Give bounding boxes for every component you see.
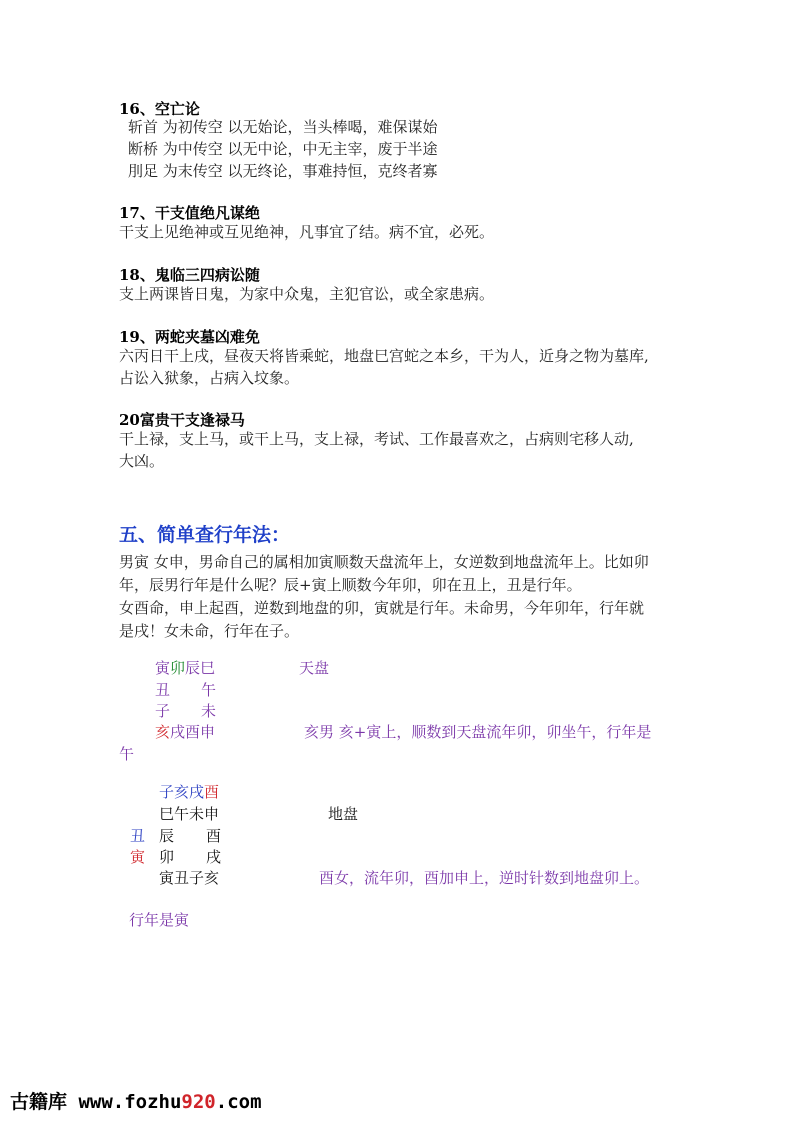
item-17-line-1: 干支上见绝神或互见绝神，凡事宜了结。病不宜，必死。 [119,223,495,241]
diagram1-mao: 卯 [170,659,186,677]
site-watermark [10,1087,262,1114]
item-20-line-2: 大凶。 [119,452,165,470]
section-line-1: 男寅 女申，男命自己的属相加寅顺数天盘流年上，女逆数到地盘流年上。比如卯 [119,553,649,571]
site-url-suffix: .com [215,1091,262,1113]
diagram1-hai: 亥 [155,723,171,741]
diagram2-xu: 戌 [206,848,222,866]
section-line-4: 是戌！女未命，行年在子。 [119,622,300,640]
diagram1-note-line-1: 亥男 亥+寅上，顺数到天盘流年卯，卯坐午，行年是 [304,723,652,741]
item-20-heading: 20富贵干支逢禄马 [119,411,245,429]
item-19-line-2: 占讼入狱象，占病入坟象。 [119,369,300,387]
diagram1-note-line-2: 午 [119,745,135,763]
diagram2-you-right: 酉 [206,827,222,845]
item-16-line-2: 断桥 为中传空 以无中论，中无主宰，废于半途 [128,140,438,158]
item-18-line-1: 支上两课皆日鬼，为家中众鬼，主犯官讼，或全家患病。 [119,285,495,303]
item-19-line-1: 六丙日干上戌，昼夜天将皆乘蛇，地盘巳宫蛇之本乡，干为人，近身之物为墓库, [119,347,649,365]
site-url-number: 920 [181,1091,216,1113]
item-16-line-1: 斩首 为初传空 以无始论，当头棒喝，难保谋始 [128,118,438,136]
diagram1-wu: 午 [201,681,217,699]
section-line-3: 女酉命，申上起酉，逆数到地盘的卯，寅就是行年。未命男，今年卯年，行年就 [119,599,645,617]
diagram2-chen: 辰 [159,827,175,845]
item-17-heading: 17、干支值绝凡谋绝 [119,204,260,222]
item-20-line-1: 干上禄，支上马，或干上马，支上禄，考试、工作最喜欢之，占病则宅移人动, [119,430,634,448]
site-url-prefix: www.fozhu [78,1091,182,1113]
diagram2-row-4: 寅丑子亥 [159,869,220,887]
item-16-heading: 16、空亡论 [119,100,200,118]
item-19-heading: 19、两蛇夹墓凶难免 [119,328,260,346]
section-line-2: 年，辰男行年是什么呢？辰+寅上顺数今年卯，卯在丑上，丑是行年。 [119,576,582,594]
diagram2-note: 酉女，流年卯，酉加申上，逆时针数到地盘卯上。 [319,869,650,887]
diagram2-zihaixu: 子亥戌 [159,783,205,801]
diagram2-mao: 卯 [159,848,175,866]
diagram1-yin: 寅 [155,659,171,677]
diagram2-you: 酉 [204,783,220,801]
diagram1-row-1 [155,657,215,680]
diagram1-row-4 [155,721,215,744]
diagram1-chou: 丑 [155,681,171,699]
diagram1-wei: 未 [201,702,217,720]
diagram2-side-chou: 丑 [130,827,146,845]
diagram1-xuyoushen: 戌酉申 [170,723,216,741]
diagram1-chensi: 辰巳 [185,659,216,677]
diagram2-side-yin: 寅 [130,848,146,866]
diagram2-label: 地盘 [328,805,359,823]
diagram1-label: 天盘 [299,659,330,677]
diagram1-zi: 子 [155,702,171,720]
diagram2-row-1: 巳午未申 [159,805,220,823]
item-18-heading: 18、鬼临三四病讼随 [119,266,260,284]
item-16-line-3: 刖足 为末传空 以无终论，事难持恒，克终者寡 [128,162,438,180]
site-name: 古籍库 [10,1091,68,1113]
diagram2-result: 行年是寅 [129,911,190,929]
diagram2-top [159,781,219,804]
section-title: 五、简单查行年法： [119,524,291,546]
